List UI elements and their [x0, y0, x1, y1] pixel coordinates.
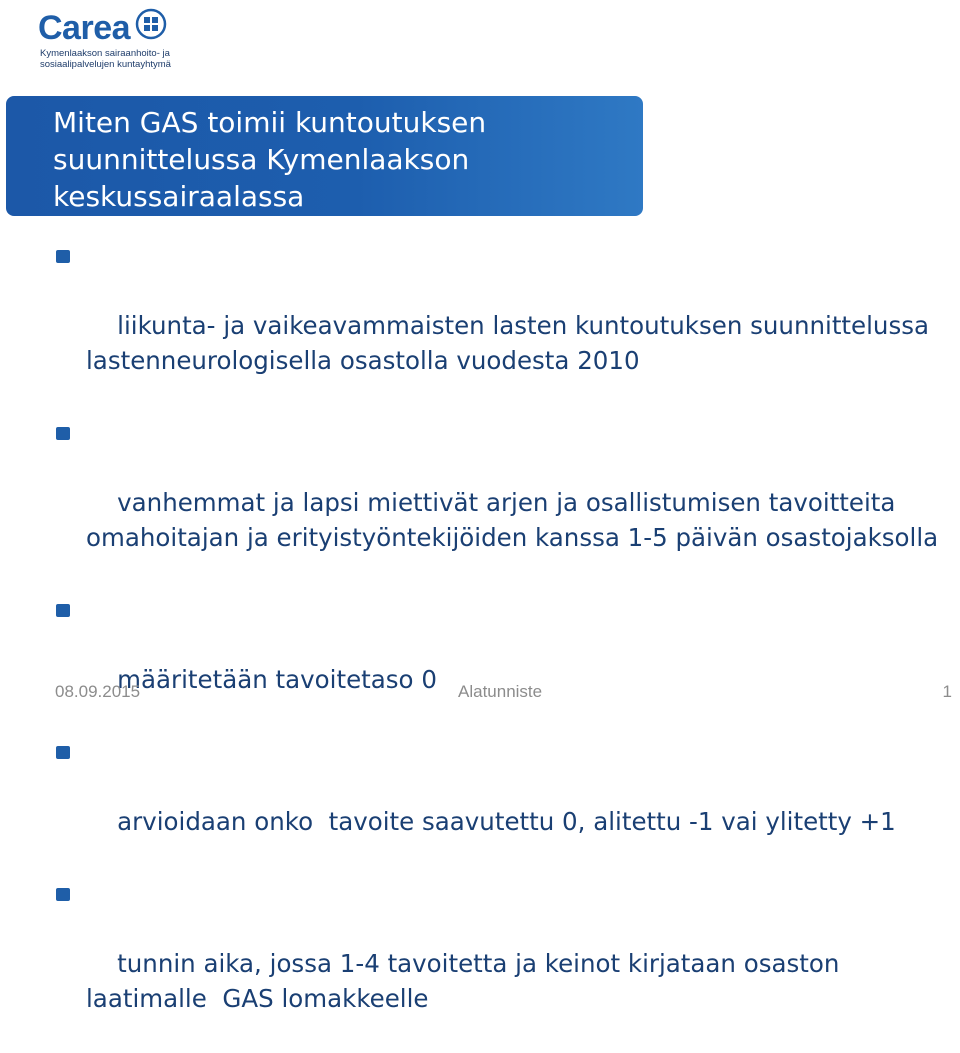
carea-logo: [38, 8, 188, 72]
slide-title: Miten GAS toimii kuntoutuksen suunnittelussa Kymenlaakson keskussairaalassa: [53, 106, 487, 213]
bullet-item: [56, 734, 956, 874]
bullet-item: [56, 876, 956, 1051]
bullet-text: arvioidaan onko tavoite saavutettu 0, alitettu -1 vai ylitetty +1: [117, 807, 896, 836]
logo-subtitle-line1: Kymenlaakson sairaanhoito- ja: [40, 48, 170, 59]
logo-subtitle: [40, 48, 200, 70]
slide-footer: [0, 682, 960, 702]
bullet-square-icon: [56, 888, 70, 901]
bullet-square-icon: [56, 250, 70, 263]
bullet-square-icon: [56, 746, 70, 759]
page-number: 1: [942, 682, 952, 701]
logo-wordmark: Carea: [38, 9, 131, 47]
footer-text: Alatunniste: [458, 682, 543, 701]
bullet-square-icon: [56, 604, 70, 617]
bullet-text: määritetään tavoitetaso 0: [117, 665, 437, 694]
bullet-text: liikunta- ja vaikeavammaisten lasten kuntoutuksen suunnittelussa lastenneurologisella osastolla vuodesta 2010: [86, 311, 937, 375]
logo-emblem-icon: [135, 8, 167, 40]
bullet-item: [56, 592, 956, 732]
bullet-list: [56, 238, 956, 1053]
bullet-item: [56, 415, 956, 590]
footer-date: 08.09.2015: [55, 682, 141, 701]
logo-subtitle-line2: sosiaalipalvelujen kuntayhtymä: [40, 59, 171, 70]
bullet-text: tunnin aika, jossa 1-4 tavoitetta ja keinot kirjataan osaston laatimalle GAS lomakkeelle: [86, 949, 848, 1013]
bullet-square-icon: [56, 427, 70, 440]
bullet-item: [56, 238, 956, 413]
bullet-text: vanhemmat ja lapsi miettivät arjen ja osallistumisen tavoitteita omahoitajan ja erityistyöntekijöiden kanssa 1-5 päivän osastojaksolla: [86, 488, 939, 552]
